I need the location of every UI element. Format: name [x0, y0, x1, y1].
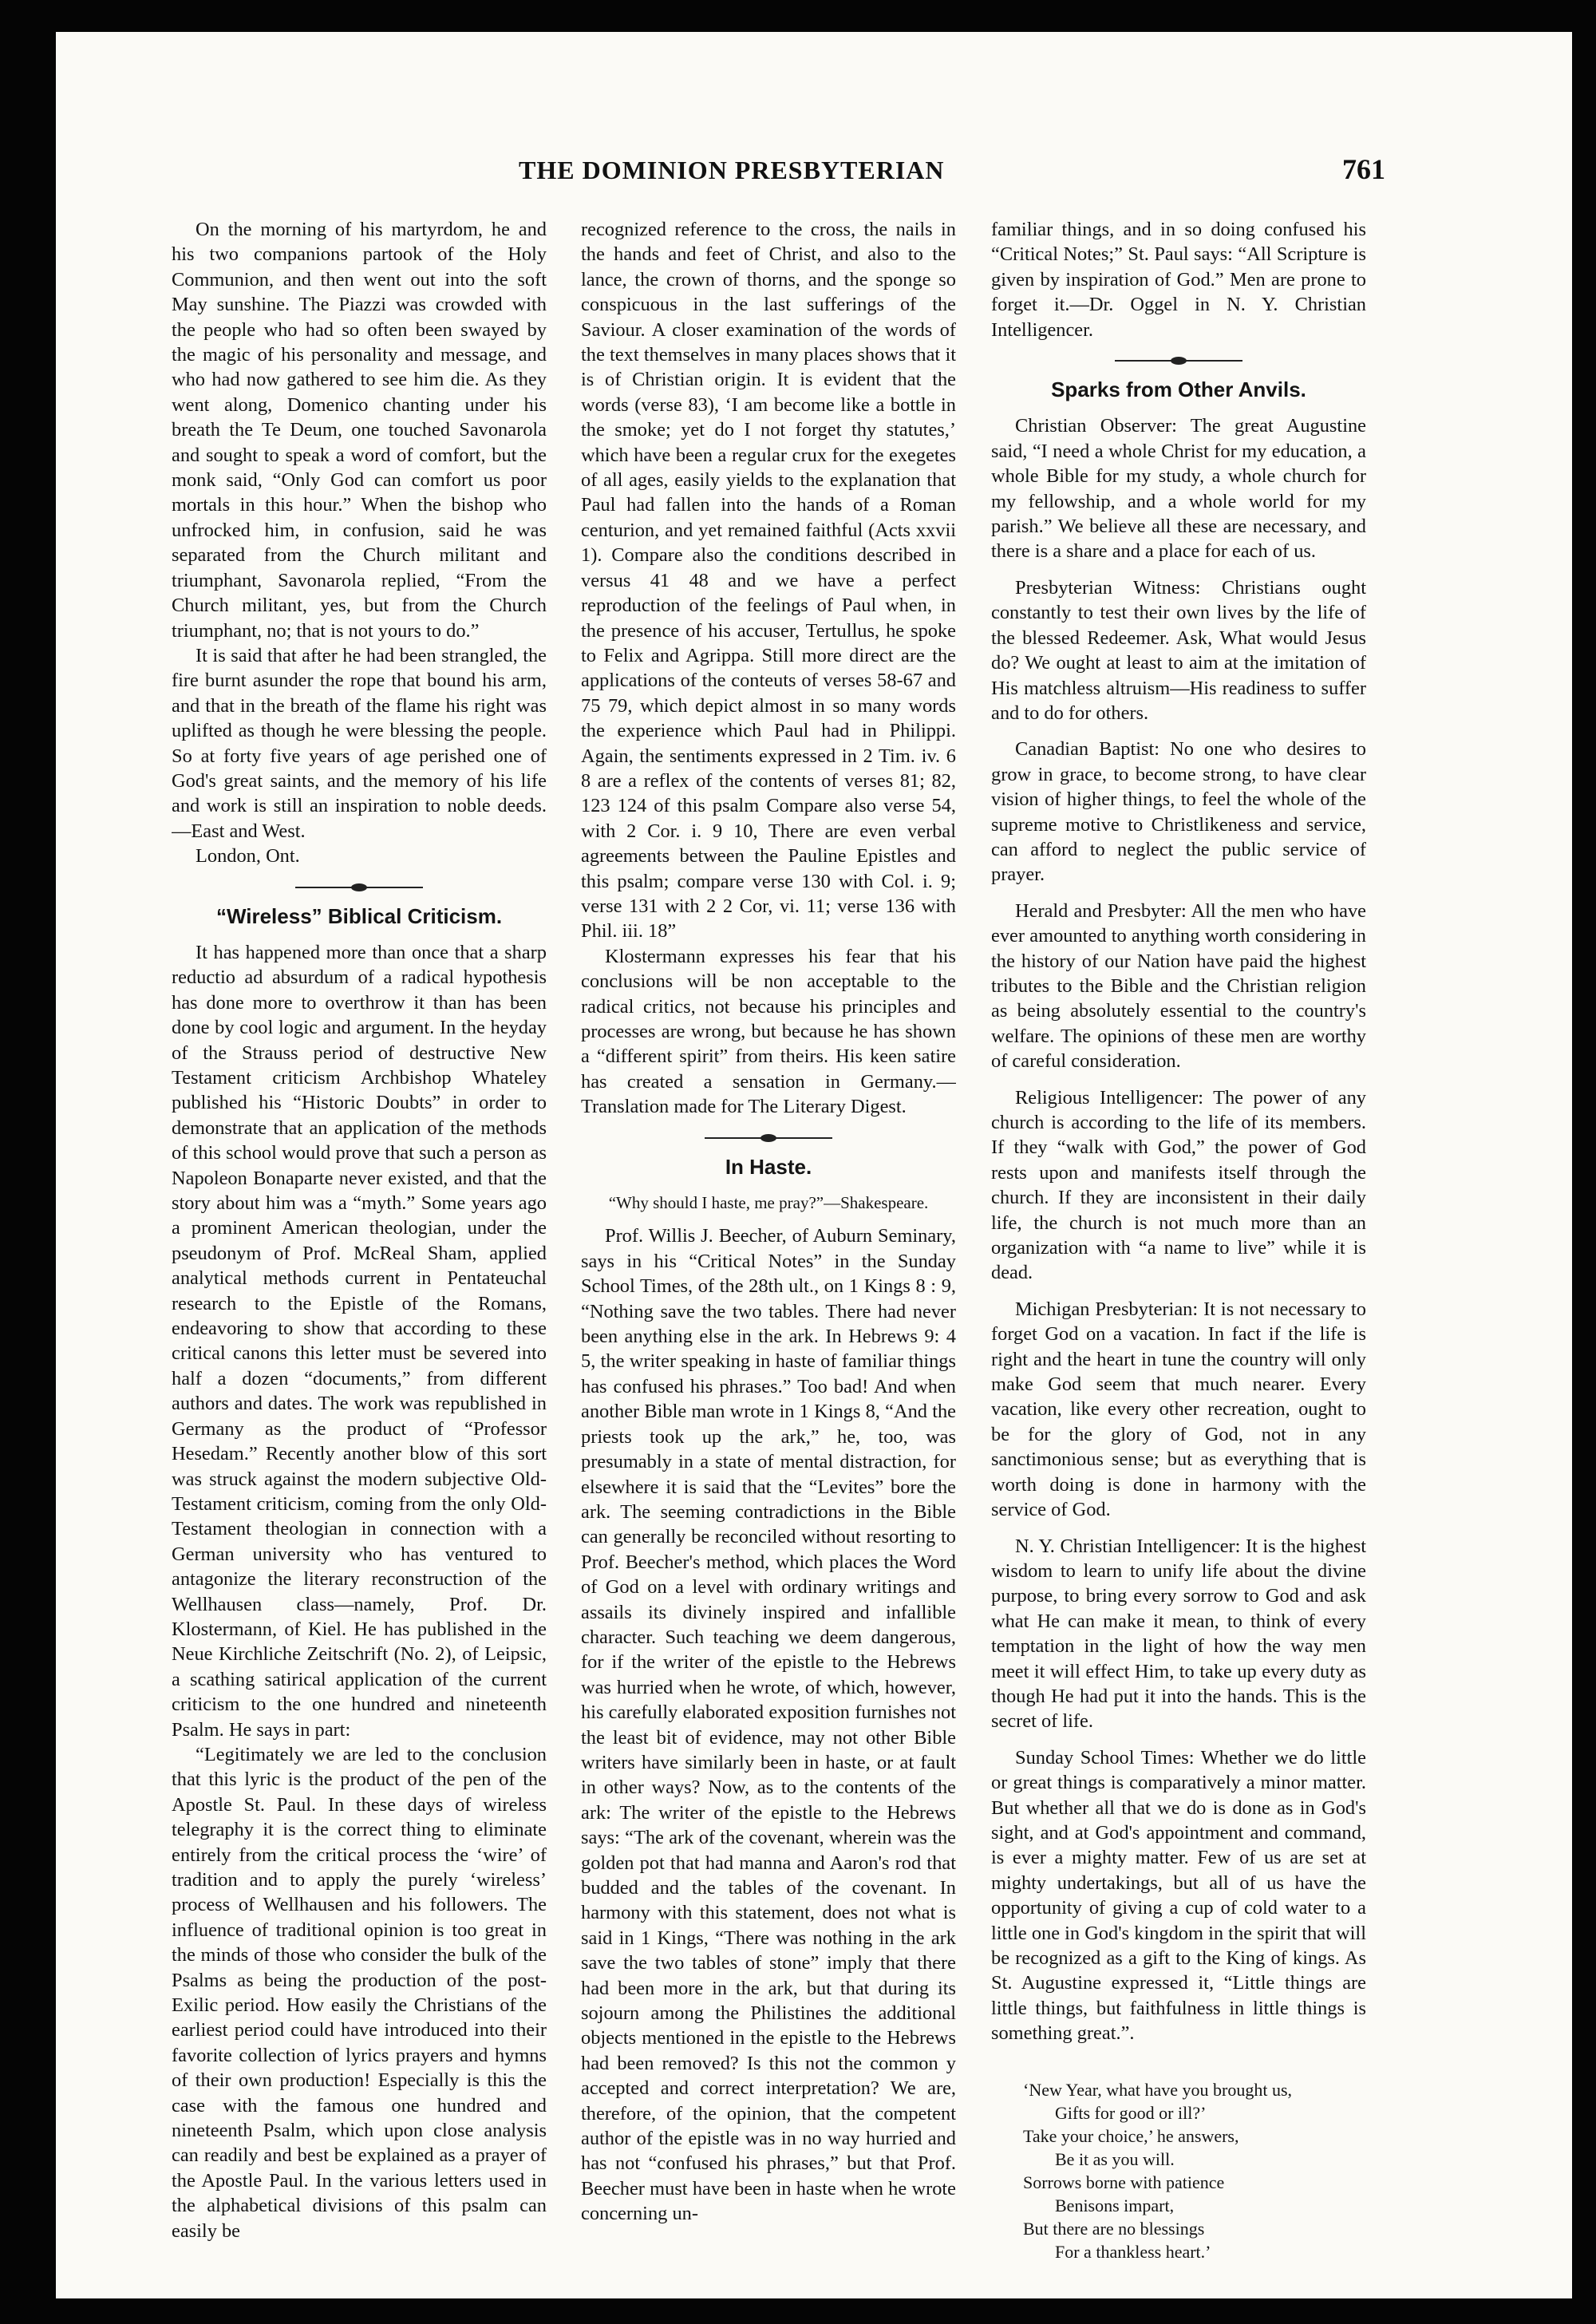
section-divider — [295, 882, 423, 893]
poem-line: Sorrows borne with patience — [1023, 2172, 1225, 2192]
poem-line: But there are no blessings — [1023, 2218, 1205, 2239]
poem-line: ‘New Year, what have you brought us, — [1023, 2079, 1293, 2100]
paragraph: It has happened more than once that a sharp reductio ad absurdum of a radical hypothesis has done more to overthrow it than has been done by cool logic and argument. In the heyday of the Strauss period of destructive New Testament criticism Archbishop Whateley published his “Historic Doubts” in order to demonstrate that an application of the methods of this school would prove that such a person as Napoleon Bonaparte never existed, and that the story about him was a “myth.” Some years ago a prominent American theologian, under the pseudonym of Prof. McReal Sham, applied analytical methods current in Pentateuchal research to the Epistle of the Romans, endeavoring to show that according to these critical canons this letter must be severed into half a dozen “documents,” from different authors and dates. The work was republished in Germany as the product of “Professor Hesedam.” Recently another blow of this sort was struck against the modern subjective Old-Testament criticism, coming from the only Old-Testament theologian in connection with a German university who has ventured to antagonize the literary reconstruction of the Wellhausen class—namely, Prof. Dr. Klostermann, of Kiel. He has published in the Neue Kirchliche Zeitschrift (No. 2), of Leipsic, a scathing satirical application of the current criticism to the one hundred and nineteenth Psalm. He says in part: — [172, 941, 547, 1741]
article-heading: In Haste. — [725, 1154, 812, 1179]
paragraph: recognized reference to the cross, the nails in the hands and feet of Christ, and also to the lance, the crown of thorns, and the sponge so conspicuous in the last sufferings of the Saviour. A closer examination of the words of the text themselves in many places shows that it is of Christian origin. It is evident that the words (verse 83), ‘I am become like a bottle in the smoke; yet do I not forget thy statutes,’ which have been a regular crux for the exegetes of all ages, easily yields to the explanation that Paul had fallen into the hands of a Roman centurion, and yet remained faithful (Acts xxvii 1). Compare also the conditions described in versus 41 48 and we have a perfect reproduction of the feelings of Paul when, in the presence of his accuser, Tertullus, he spoke to Felix and Agrippa. Still more direct are the applications of the conteuts of verses 58-67 and 75 79, which depict almost in so many words the experience which Paul had in Philippi. Again, the sentiments expressed in 2 Tim. iv. 6 8 are a reflex of the contents of verses 81; 82, 123 124 of this psalm Compare also verse 54, with 2 Cor. i. 9 10, There are even verbal agreements between the Pauline Epistles and this psalm; compare verse 130 with Col. i. 9; verse 131 with 2 2 Cor, vi. 11; verse 136 with Phil. iii. 18” — [581, 219, 956, 943]
paragraph: Michigan Presbyterian: It is not necessary to forget God on a vacation. In fact if the life is right and the heart in tune the country will only make God seem that much nearer. Every vacation, like every other recreation, ought to be for the glory of God, not in any sanctimonious sense; but as everything that is worth doing is done in harmony with the service of God. — [991, 1298, 1366, 1521]
paragraph: Klostermann expresses his fear that his conclusions will be non acceptable to the radical critics, not because his principles and processes are wrong, but because he has shown a “different spirit” from theirs. His keen satire has created a sensation in Germany.—Translation made for The Literary Digest. — [581, 945, 956, 1118]
section-divider — [705, 1132, 832, 1144]
article-heading: “Wireless” Biblical Criticism. — [215, 903, 503, 928]
running-head — [56, 153, 1572, 196]
page-number: 761 — [1342, 153, 1385, 185]
paragraph: On the morning of his martyrdom, he and his two companions partook of the Holy Communion, and then went out into the soft May sunshine. The Piazzi was crowded with the people who had so often been swayed by the magic of his personality and message, and who had now gathered to see him die. As they went along, Domenico chanting under his breath the Te Deum, one touched Savonarola and sought to speak a word of comfort, but the monk said, “Only God can comfort us poor mortals in this hour.” When the bishop who unfrocked him, in confusion, said he was separated from the Church militant and triumphant, Savonarola replied, “From the Church militant, yes, but from the Church triumphant, no; that is not yours to do.” — [172, 219, 547, 642]
paragraph: Prof. Willis J. Beecher, of Auburn Seminary, says in his “Critical Notes” in the Sunday School Times, of the 28th ult., on 1 Kings 8 : 9, “Nothing save the two tables. There had never been anything else in the ark. In Hebrews 9: 4 5, the writer speaking in haste of familiar things has confused his phrases.” Too bad! And when another Bible man wrote in 1 Kings 8, “And the priests took up the ark,” he, too, was presumably in a state of mental distraction, for elsewhere it is said that the “Levites” bore the ark. The seeming contradictions in the Bible can generally be reconciled without resorting to Prof. Beecher's method, which places the Word of God on a level with ordinary writings and assails its divinely inspired and infallible character. Such teaching we deem dangerous, for if the writer of the epistle to the Hebrews was hurried when he wrote, of which, however, his carefully elaborated exposition furnishes not the least bit of evidence, may not other Bible writers have similarly been in haste, or at fault in other ways? Now, as to the contents of the ark: The writer of the epistle to the Hebrews says: “The ark of the covenant, wherein was the golden pot that had manna and Aaron's rod that budded and the tables of the covenant. In harmony with this statement, does not what is said in 1 Kings, “There was nothing in the ark save the two tables of stone” imply that there had been more in the ark, but that during its sojourn among the Philistines the additional objects mentioned in the epistle to the Hebrews had been removed? Is this not the common y accepted and correct interpretation? We are, therefore, of the opinion, that the competent author of the epistle was in no way hurried and has not “confused his phrases,” but that Prof. Beecher must have been in haste when he wrote concerning un- — [581, 1225, 956, 2225]
article-heading: Sparks from Other Anvils. — [1051, 377, 1306, 402]
poem-line: For a thankless heart.’ — [1055, 2241, 1211, 2262]
paragraph: Presbyterian Witness: Christians ought constantly to test their own lives by the life of the blessed Redeemer. Ask, What would Jesus do? We ought at least to aim at the imitation of His matchless altruism—His readiness to suffer and to do for others. — [991, 576, 1366, 724]
poem-line: Benisons impart, — [1055, 2195, 1175, 2215]
epigraph: “Why should I haste, me pray?”—Shakespeare. — [608, 1193, 929, 1213]
paragraph: Religious Intelligencer: The power of any church is according to the life of its members. If they “walk with God,” the power of God rests upon and manifests itself through the church. If they are inconsistent in their daily life, the church is not much more than an organization with “a name to live” while it is dead. — [991, 1086, 1366, 1284]
paragraph: Christian Observer: The great Augustine said, “I need a whole Christ for my education, a whole Bible for my study, a whole church for my fellowship, and a whole world for my parish.” We believe all these are necessary, and there is a share and a place for each of us. — [991, 415, 1366, 563]
newspaper-page — [56, 32, 1572, 2298]
poem-line: Take your choice,’ he answers, — [1023, 2125, 1239, 2146]
paragraph: It is said that after he had been strangled, the fire burnt asunder the rope that bound his arm, and that in the breath of the flame his right was uplifted as though he were blessing the people. So at forty five years of age perished one of God's great saints, and the memory of his life and work is still an inspiration to noble deeds.—East and West. — [172, 644, 547, 842]
column-1 — [172, 217, 547, 2276]
paragraph: N. Y. Christian Intelligencer: It is the highest wisdom to learn to unify life about the divine purpose, to bring every sorrow to God and ask what He can make it mean, to think of every temptation in the light of how the way men meet it will effect Him, to take up every duty as though He had put it into the hands. This is the secret of life. — [991, 1535, 1366, 1733]
paragraph: Sunday School Times: Whether we do little or great things is comparatively a minor matter. But whether all that we do is done as in God's sight, and at God's appointment and command, is ever a mighty matter. Few of us are set at mighty undertakings, but all of us have the opportunity of giving a cup of cold water to a little one in God's kingdom in the spirit that will be recognized as a gift to the King of kings. As St. Augustine expressed it, “Little things are little things, but faithfulness in little things is something great.”. — [991, 1746, 1366, 2045]
signature-line: London, Ont. — [196, 845, 300, 868]
paragraph: Herald and Presbyter: All the men who have ever amounted to anything worth considering in the history of our Nation have paid the highest tributes to the Bible and the Christian religion as being absolutely essential to the country's welfare. The opinions of these men are worthy of careful consideration. — [991, 899, 1366, 1073]
paragraph: “Legitimately we are led to the conclusion that this lyric is the product of the pen of the Apostle St. Paul. In these days of wireless telegraphy it is the correct thing to eliminate entirely from the critical process the ‘wire’ of tradition and to apply the purely ‘wireless’ process of Wellhausen and his followers. The influence of traditional opinion is too great in the minds of those who consider the bulk of the Psalms as being the production of the post-Exilic period. How easily the Christians of the earliest period could have introduced into their favorite collection of lyrics prayers and hymns of their own production! Especially is this the case with the famous one hundred and nineteenth Psalm, which upon close analysis can readily and best be explained as a prayer of the Apostle Paul. In the various letters used in the alphabetical divisions of this psalm can easily be — [172, 1743, 547, 2242]
running-title: THE DOMINION PRESBYTERIAN — [519, 156, 945, 184]
paragraph: familiar things, and in so doing confused his “Critical Notes;” St. Paul says: “All Scripture is given by inspiration of God.” Men are prone to forget it.—Dr. Oggel in N. Y. Christian Intelligencer. — [991, 219, 1366, 341]
poem-line: Gifts for good or ill?’ — [1055, 2102, 1207, 2123]
section-divider — [1115, 355, 1242, 366]
poem — [1023, 2078, 1366, 2263]
poem-line: Be it as you will. — [1055, 2148, 1175, 2169]
column-2 — [581, 217, 956, 2276]
column-3 — [991, 217, 1366, 2276]
paragraph: Canadian Baptist: No one who desires to grow in grace, to become strong, to have clear vision of higher things, to feel the whole of the supreme motive to Christlikeness and service, can afford to neglect the public service of prayer. — [991, 738, 1366, 886]
